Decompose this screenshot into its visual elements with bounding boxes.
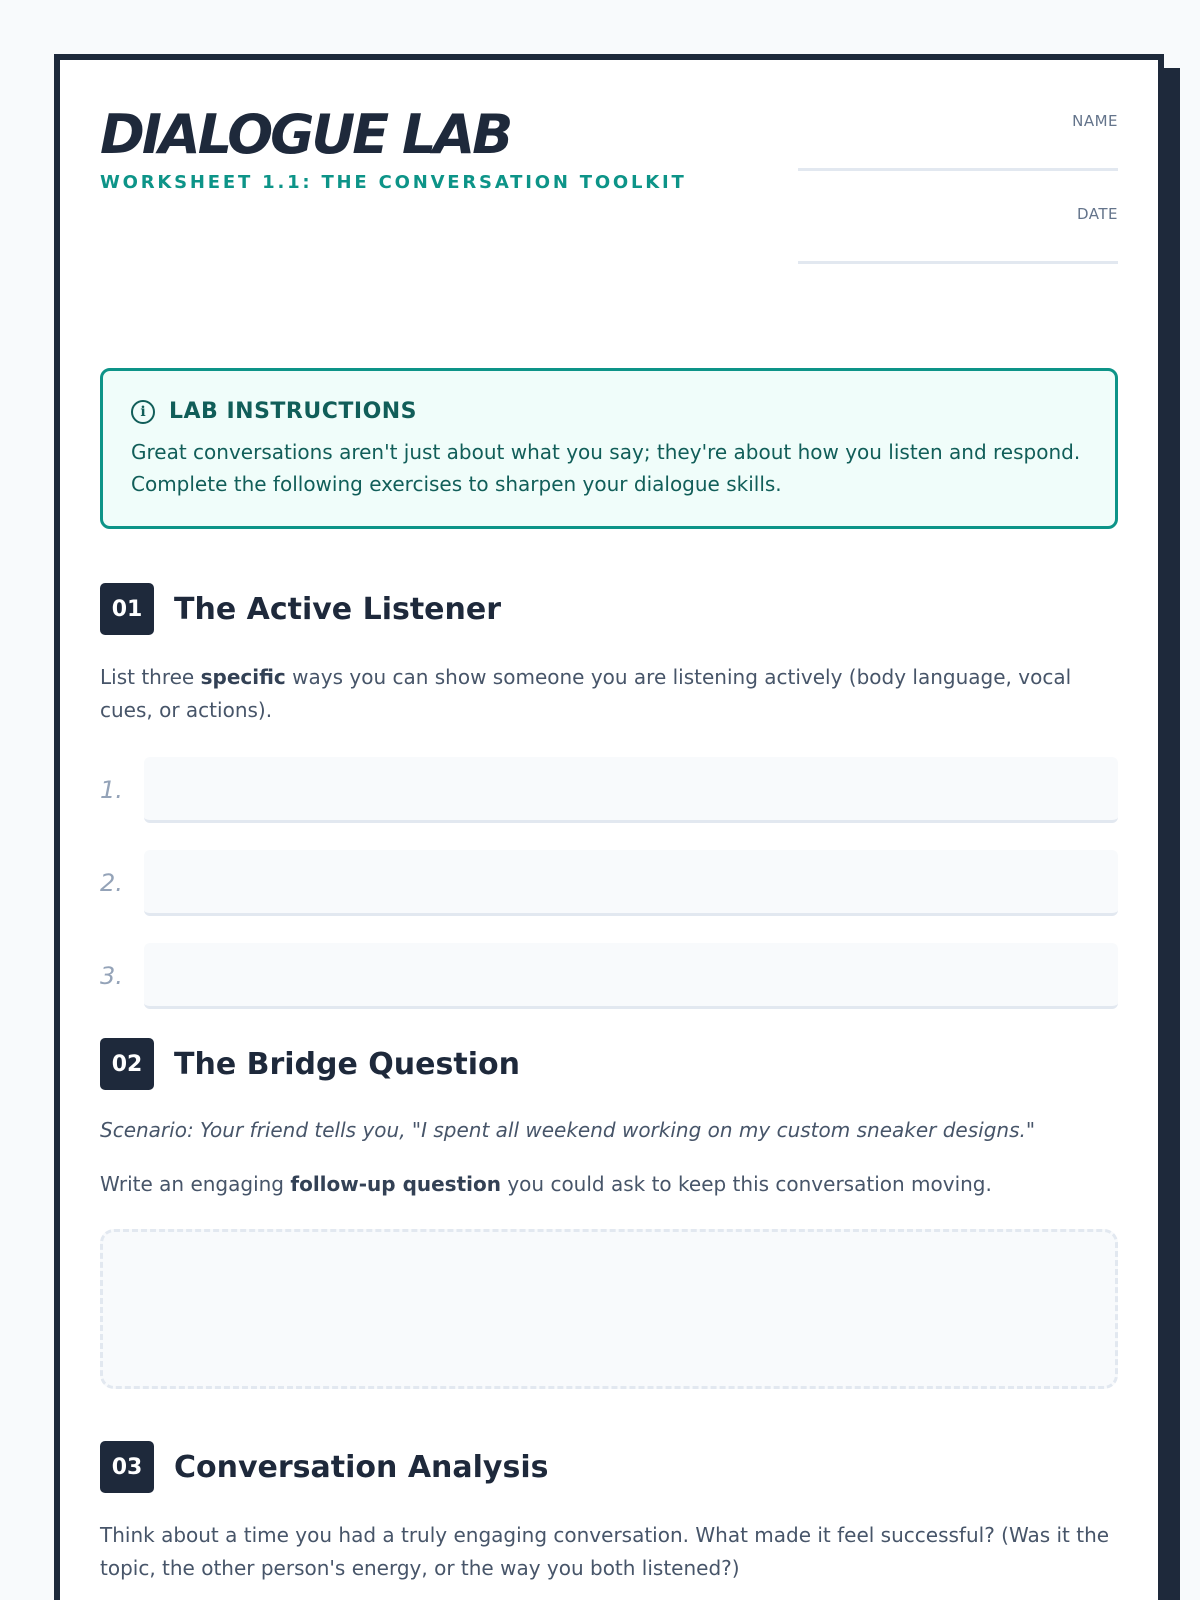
worksheet-header [100,104,1118,366]
section-title: The Active Listener [174,591,502,627]
answer-row [100,850,1118,916]
answer-field-3[interactable] [144,943,1118,1009]
date-label: DATE [1076,205,1118,223]
section-title: The Bridge Question [174,1046,520,1082]
lab-instructions-box [100,368,1118,529]
prompt-text: Write an engaging [100,1172,291,1196]
prompt-emphasis: follow-up question [290,1172,501,1196]
prompt-emphasis: specific [200,665,286,689]
answer-field-1[interactable] [144,757,1118,823]
worksheet-title: DIALOGUE LAB [100,103,511,166]
scenario-text: Scenario: Your friend tells you, "I spent all weekend working on my custom sneaker designs." [100,1118,1036,1142]
instructions-heading [131,399,1087,424]
section-prompt [100,1168,1118,1201]
section-prompt [100,661,1118,727]
section-number-badge: 03 [100,1441,154,1493]
section-number-badge: 02 [100,1038,154,1090]
section-number-badge: 01 [100,583,154,635]
section-title: Conversation Analysis [174,1449,549,1485]
section-conversation-analysis [100,1441,1118,1585]
section-bridge-question [100,1038,1118,1389]
section-heading [100,583,1118,635]
student-fields [798,112,1118,298]
prompt-text: ways you can show someone you are listening actively (body language, vocal cues, or actions). [100,665,1072,722]
answer-row [100,757,1118,823]
instructions-text: Great conversations aren't just about what you say; they're about how you listen and respond. Complete the following exercises to sharpen your dialogue skills. [131,440,1081,496]
section-heading [100,1038,1118,1090]
answer-list [100,757,1118,1009]
answer-number: 2. [100,869,123,897]
section-heading [100,1441,1118,1493]
worksheet-subtitle: WORKSHEET 1.1: THE CONVERSATION TOOLKIT [100,172,687,193]
name-field[interactable] [798,168,1118,171]
section-active-listener [100,583,1118,1009]
date-field[interactable] [798,261,1118,264]
name-label: NAME [1072,112,1118,130]
info-icon: i [131,400,155,424]
answer-row [100,943,1118,1009]
name-field-group [798,112,1118,205]
answer-number: 1. [100,776,123,804]
follow-up-answer-box[interactable] [100,1229,1118,1389]
section-prompt: Think about a time you had a truly engaging conversation. What made it feel successful? (Was it the topic, the other person's energy, or the way you both listened?) [100,1523,1110,1580]
answer-number: 3. [100,962,123,990]
answer-field-2[interactable] [144,850,1118,916]
worksheet-page [54,54,1164,1600]
prompt-text: List three [100,665,201,689]
prompt-text: you could ask to keep this conversation moving. [500,1172,992,1196]
date-field-group [798,205,1118,298]
instructions-title: LAB INSTRUCTIONS [169,399,418,424]
